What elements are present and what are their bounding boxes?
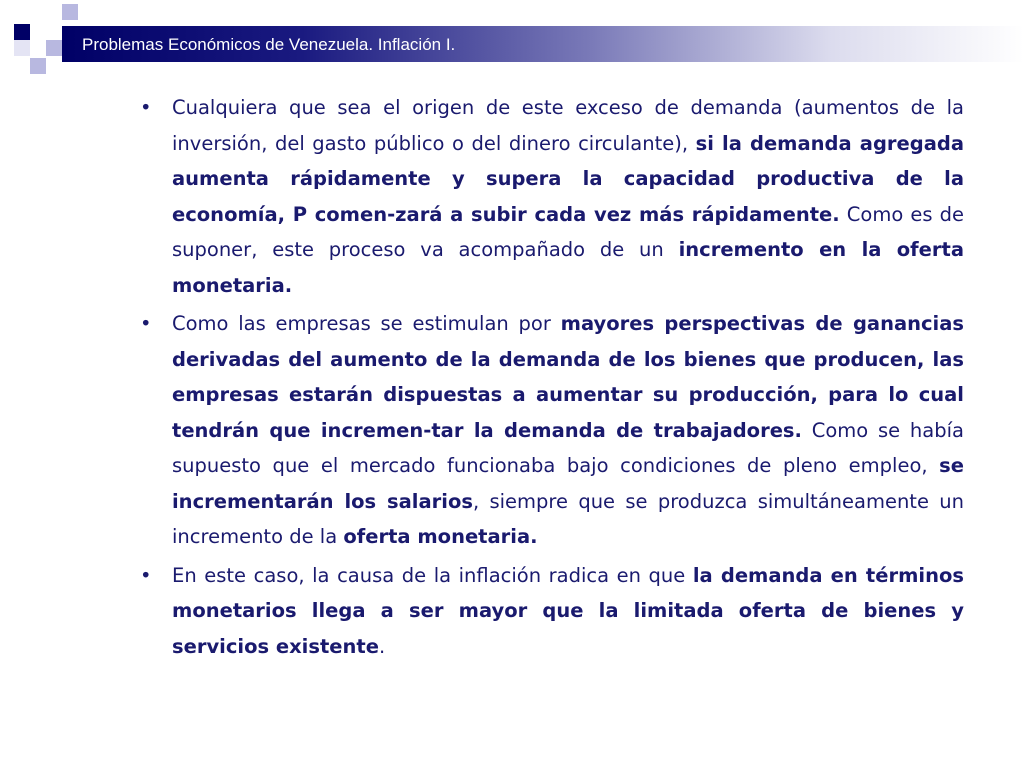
- text-segment-bold: incremento en la oferta monetaria.: [172, 238, 964, 297]
- bullet-icon: •: [140, 312, 152, 335]
- decorative-square: [14, 24, 30, 40]
- decorative-square: [62, 4, 78, 20]
- text-segment-bold: si la demanda agregada aumenta rápidamente y supera la capacidad productiva de la economía, P comen-zará a subir cada vez más rápidamente.: [172, 131, 964, 226]
- text-segment-bold: oferta monetaria.: [343, 525, 538, 548]
- text-segment: Como es de suponer, este proceso va acompañado de un: [172, 202, 964, 261]
- text-segment-bold: se incrementarán los salarios: [172, 454, 964, 513]
- bullet-icon: •: [140, 563, 152, 587]
- text-segment: Como se había supuesto que el mercado funcionaba bajo condiciones de pleno empleo,: [172, 418, 964, 477]
- bullet-text: [172, 96, 964, 297]
- bullet-icon: •: [140, 96, 152, 119]
- decorative-square: [14, 40, 30, 56]
- text-segment: .: [378, 634, 386, 658]
- decorative-square: [46, 40, 62, 56]
- bullet-item: [140, 90, 964, 303]
- decorative-square: [30, 58, 46, 74]
- bullet-text: [172, 564, 964, 658]
- text-segment: Cualquiera que sea el origen de este exceso de demanda (aumentos de la inversión, del gasto público o del dinero circulante),: [172, 96, 964, 155]
- text-segment: En este caso, la causa de la inflación radica en que: [172, 563, 693, 587]
- bullet-text: [172, 312, 964, 548]
- text-segment-bold: mayores perspectivas de ganancias derivadas del aumento de la demanda de los bienes que producen, las empresas estarán dispuestas a aumentar su producción, para lo cual tendrán que incremen-tar la demanda de trabajadores.: [172, 312, 964, 442]
- bullet-item: [140, 306, 964, 555]
- slide-title: Problemas Económicos de Venezuela. Inflación I.: [82, 35, 456, 54]
- text-segment: , siempre que se produzca simultáneamente un incremento de la: [172, 489, 964, 548]
- bullet-item: [140, 558, 964, 665]
- text-segment: Como las empresas se estimulan por: [172, 312, 561, 335]
- text-segment-bold: la demanda en términos monetarios llega a ser mayor que la limitada oferta de bienes y servicios existente: [172, 563, 964, 658]
- slide-body: [140, 90, 964, 667]
